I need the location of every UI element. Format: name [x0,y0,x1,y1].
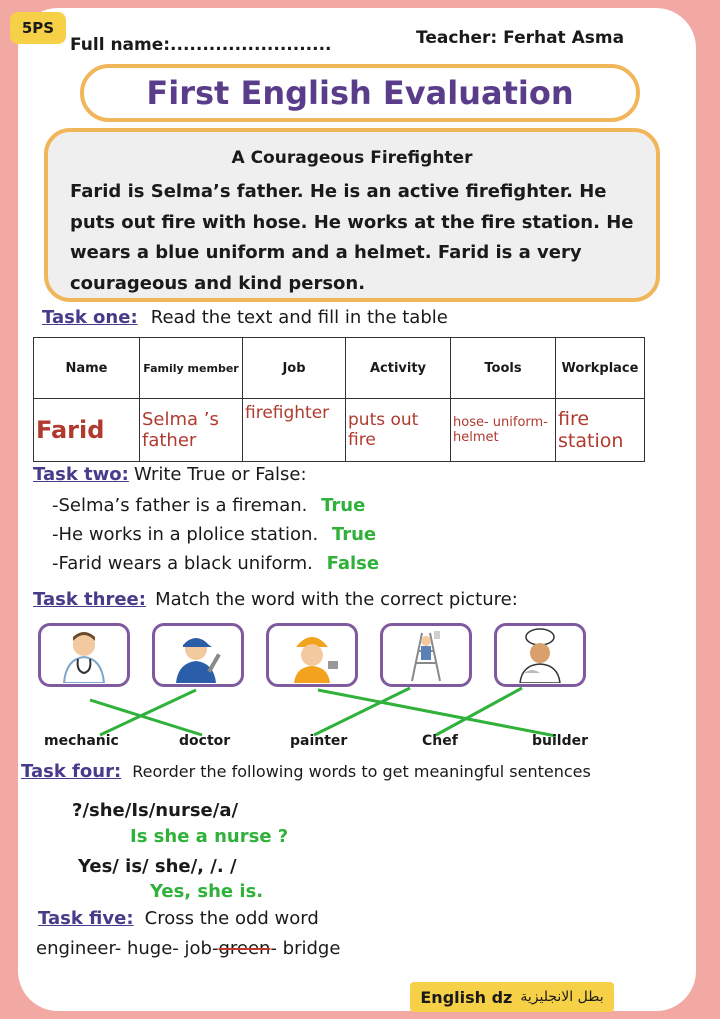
answer: True [331,524,377,545]
match-word: mechanic [44,733,119,749]
scrambled-sentence: Yes/ is/ she/, /. / [78,856,237,877]
match-line [90,700,202,735]
page-title: First English Evaluation [80,64,640,122]
scrambled-sentence: ?/she/Is/nurse/a/ [72,800,239,821]
task-four-heading [21,761,591,782]
crossed-word: green [218,938,271,959]
table-header: Job [243,338,346,399]
task-four-instruction: Reorder the following words to get meaningful sentences [132,762,591,781]
statement: -He works in a plolice station. [52,524,319,545]
story-title: A Courageous Firefighter [231,148,473,168]
word: - bridge [270,938,341,959]
story-line: Farid is Selma’s father. He is an active firefighter. He [70,181,607,202]
teacher-name: Teacher: Ferhat Asma [416,28,625,48]
statement: -Selma’s father is a fireman. [52,495,308,516]
task-one-instruction: Read the text and fill in the table [150,307,448,328]
task-five-heading [38,908,319,929]
odd-word-list [36,938,340,959]
task-three-label: Task three: [33,589,146,610]
footer-brand [410,982,614,1012]
word: huge- [126,938,179,959]
table-cell: Selma ’s father [140,399,243,462]
statement: -Farid wears a black uniform. [52,553,313,574]
brand-arabic: بطل الانجليزية [520,989,604,1005]
story-line: puts out fire with hose. He works at the fire station. He [70,211,634,233]
answer: False [326,553,380,574]
table-header: Workplace [556,338,645,399]
match-word: doctor [179,733,231,749]
answer: True [321,495,366,516]
level-badge: 5PS [10,12,66,44]
table-cell: Farid [34,399,140,462]
table-cell: hose- uniform- helmet [451,399,556,462]
story-line: courageous and kind person. [70,272,366,294]
table-cell: firefighter [243,399,346,462]
table-header: Activity [346,338,451,399]
task-two-instruction: Write True or False: [133,464,307,485]
match-word: painter [290,733,348,749]
table-header: Name [34,338,140,399]
table-header: Tools [451,338,556,399]
task-one-label: Task one: [42,307,138,328]
story-line: wears a blue uniform and a helmet. Farid is a very [70,242,582,263]
table-cell: fire station [556,399,645,462]
match-line [314,688,410,735]
task-five-instruction: Cross the odd word [144,908,319,929]
table-header: Family member [140,338,243,399]
word: engineer- [36,938,122,959]
match-word: builder [532,733,589,749]
reordered-sentence: Is she a nurse ? [130,826,289,847]
table-cell: puts out fire [346,399,451,462]
task-four-label: Task four: [21,761,122,782]
brand-name: English dz [420,987,513,1007]
match-word: Chef [422,733,458,749]
match-line [318,690,556,736]
word: job- [184,938,219,959]
task-two-label: Task two: [33,464,129,485]
task-three-instruction: Match the word with the correct picture: [155,589,518,610]
reordered-sentence: Yes, she is. [150,881,264,902]
full-name-field: Full name:......................... [70,35,332,55]
task-five-label: Task five: [38,908,134,929]
